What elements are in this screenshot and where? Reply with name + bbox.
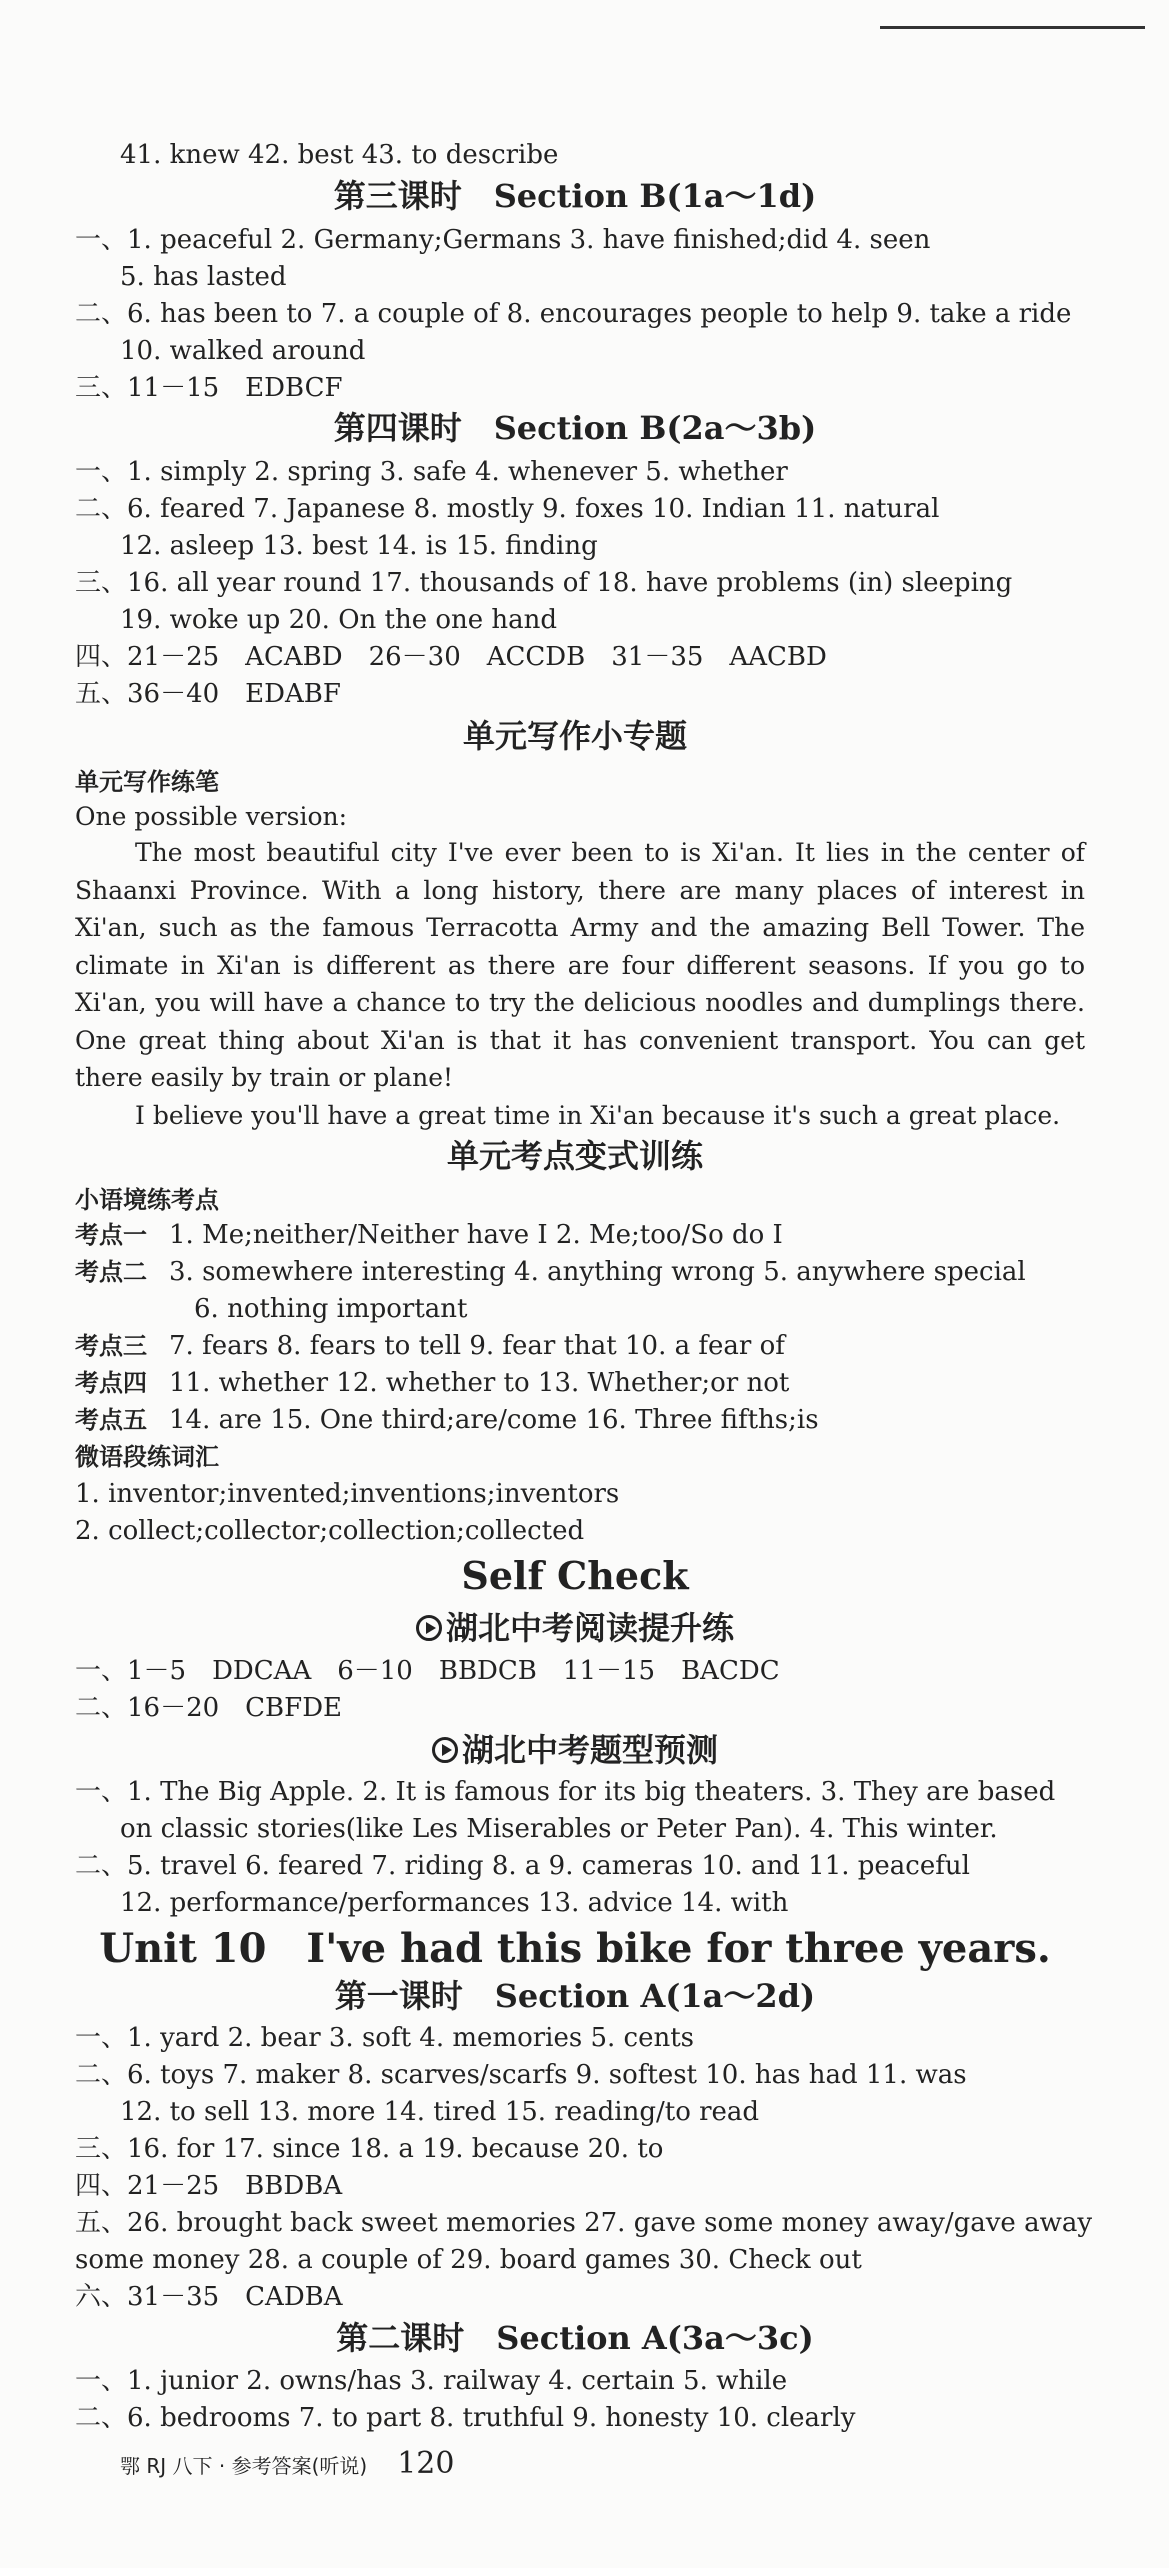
- answer-line: 二、6. bedrooms 7. to part 8. truthful 9. honesty 10. clearly: [75, 2403, 856, 2433]
- reading-heading-text: 湖北中考阅读提升练: [445, 1609, 734, 1647]
- kaodian-label: 考点四: [75, 1369, 147, 1397]
- kaodian-line: [75, 1329, 785, 1363]
- kaodian-answers: 7. fears 8. fears to tell 9. fear that 10. a fear of: [169, 1331, 785, 1361]
- answer-line: 19. woke up 20. On the one hand: [120, 605, 558, 635]
- answer-line: 五、36－40 EDABF: [75, 679, 341, 709]
- page-number: 120: [397, 2446, 455, 2481]
- answer-line: 一、1. yard 2. bear 3. soft 4. memories 5. cents: [75, 2023, 695, 2053]
- kaodian-answers: 1. Me;neither/Neither have I 2. Me;too/So do I: [169, 1220, 783, 1250]
- answer-line: 一、1. peaceful 2. Germany;Germans 3. have finished;did 4. seen: [75, 225, 931, 255]
- section-heading: 第四课时 Section B(2a～3b): [333, 409, 817, 447]
- answer-line: 二、6. toys 7. maker 8. scarves/scarfs 9. softest 10. has had 11. was: [75, 2060, 967, 2090]
- model-essay: [75, 834, 1085, 1134]
- predict-heading-text: 湖北中考题型预测: [461, 1731, 718, 1769]
- answer-line: 一、1. simply 2. spring 3. safe 4. whenever 5. whether: [75, 457, 788, 487]
- essay-paragraph: I believe you'll have a great time in Xi'an because it's such a great place.: [135, 1100, 1061, 1130]
- section-heading: 第一课时 Section A(1a～2d): [334, 1977, 816, 2015]
- play-circle-icon: [416, 1615, 442, 1641]
- reading-heading: [0, 1608, 1150, 1648]
- selfcheck-heading: Self Check: [461, 1553, 689, 1598]
- answer-line: 二、6. feared 7. Japanese 8. mostly 9. foxes 10. Indian 11. natural: [75, 494, 940, 524]
- section-heading: 第二课时 Section A(3a～3c): [336, 2319, 814, 2357]
- vocab-line: 2. collect;collector;collection;collected: [75, 1516, 585, 1546]
- vocab-line: 1. inventor;invented;inventions;inventors: [75, 1479, 620, 1509]
- answer-line: 12. asleep 13. best 14. is 15. finding: [120, 531, 598, 561]
- section-heading: 第三课时 Section B(1a～1d): [333, 177, 817, 215]
- answer-line: on classic stories(like Les Miserables or Peter Pan). 4. This winter.: [120, 1814, 998, 1844]
- answer-line: 二、5. travel 6. feared 7. riding 8. a 9. cameras 10. and 11. peaceful: [75, 1851, 970, 1881]
- kaodian-line: 6. nothing important: [194, 1294, 468, 1324]
- kaodian-label: 考点二: [75, 1258, 147, 1286]
- kaodian-answers: 3. somewhere interesting 4. anything wrong 5. anywhere special: [169, 1257, 1026, 1287]
- kaodian-heading: 单元考点变式训练: [446, 1137, 703, 1175]
- writing-intro: One possible version:: [75, 802, 348, 831]
- kaodian-subheading: 小语境练考点: [75, 1186, 219, 1214]
- kaodian-answers: 14. are 15. One third;are/come 16. Three fifths;is: [169, 1405, 819, 1435]
- answer-line: 12. to sell 13. more 14. tired 15. reading/to read: [120, 2097, 760, 2127]
- essay-paragraph: The most beautiful city I've ever been to is Xi'an. It lies in the center of Shaanxi Province. With a long history, there are many places of interest in Xi'an, such as the famous Terracotta Army and the amazing Bell Tower. The climate in Xi'an is different as there are four different seasons. If you go to Xi'an, you will have a chance to try the delicious noodles and dumplings there. One great thing about Xi'an is that it has convenient transport. You can get there easily by train or plane!: [75, 838, 1085, 1092]
- kaodian-line: [75, 1218, 783, 1252]
- answer-line: 三、16. all year round 17. thousands of 18. have problems (in) sleeping: [75, 568, 1013, 598]
- answer-line: 二、16－20 CBFDE: [75, 1693, 343, 1723]
- answer-line: 四、21－25 ACABD 26－30 ACCDB 31－35 AACBD: [75, 642, 827, 672]
- answer-line: 六、31－35 CADBA: [75, 2282, 343, 2312]
- answer-line: 一、1. The Big Apple. 2. It is famous for its big theaters. 3. They are based: [75, 1777, 1056, 1807]
- answer-line: 三、16. for 17. since 18. a 19. because 20. to: [75, 2134, 664, 2164]
- answer-line: 5. has lasted: [120, 262, 287, 292]
- vocab-subheading: 微语段练词汇: [75, 1443, 219, 1471]
- play-circle-icon: [432, 1737, 458, 1763]
- kaodian-label: 考点一: [75, 1221, 147, 1249]
- writing-subheading: 单元写作练笔: [75, 768, 219, 796]
- unit-heading: Unit 10 I've had this bike for three years.: [99, 1925, 1051, 1972]
- answer-line: 五、26. brought back sweet memories 27. gave some money away/gave away: [75, 2208, 1093, 2238]
- answer-line: some money 28. a couple of 29. board games 30. Check out: [75, 2245, 862, 2275]
- kaodian-label: 考点五: [75, 1406, 147, 1434]
- kaodian-line: [75, 1403, 819, 1437]
- kaodian-answers: 11. whether 12. whether to 13. Whether;or not: [169, 1368, 790, 1398]
- kaodian-label: 考点三: [75, 1332, 147, 1360]
- answer-line: 四、21－25 BBDBA: [75, 2171, 343, 2201]
- footer-label: 鄂 RJ 八下 · 参考答案(听说): [120, 2454, 368, 2478]
- kaodian-line: [75, 1255, 1026, 1289]
- top-rule: [880, 26, 1145, 29]
- answer-line: 二、6. has been to 7. a couple of 8. encourages people to help 9. take a ride: [75, 299, 1072, 329]
- answer-line: 三、11－15 EDBCF: [75, 373, 343, 403]
- answer-line: 一、1. junior 2. owns/has 3. railway 4. certain 5. while: [75, 2366, 788, 2396]
- writing-heading: 单元写作小专题: [462, 717, 687, 755]
- answer-line: 10. walked around: [120, 336, 366, 366]
- kaodian-line: [75, 1366, 789, 1400]
- page-footer: [120, 2446, 454, 2481]
- answer-line: 12. performance/performances 13. advice 14. with: [120, 1888, 789, 1918]
- answer-line: 一、1－5 DDCAA 6－10 BBDCB 11－15 BACDC: [75, 1656, 780, 1686]
- answer-line: 41. knew 42. best 43. to describe: [120, 140, 559, 170]
- predict-heading: [0, 1730, 1150, 1770]
